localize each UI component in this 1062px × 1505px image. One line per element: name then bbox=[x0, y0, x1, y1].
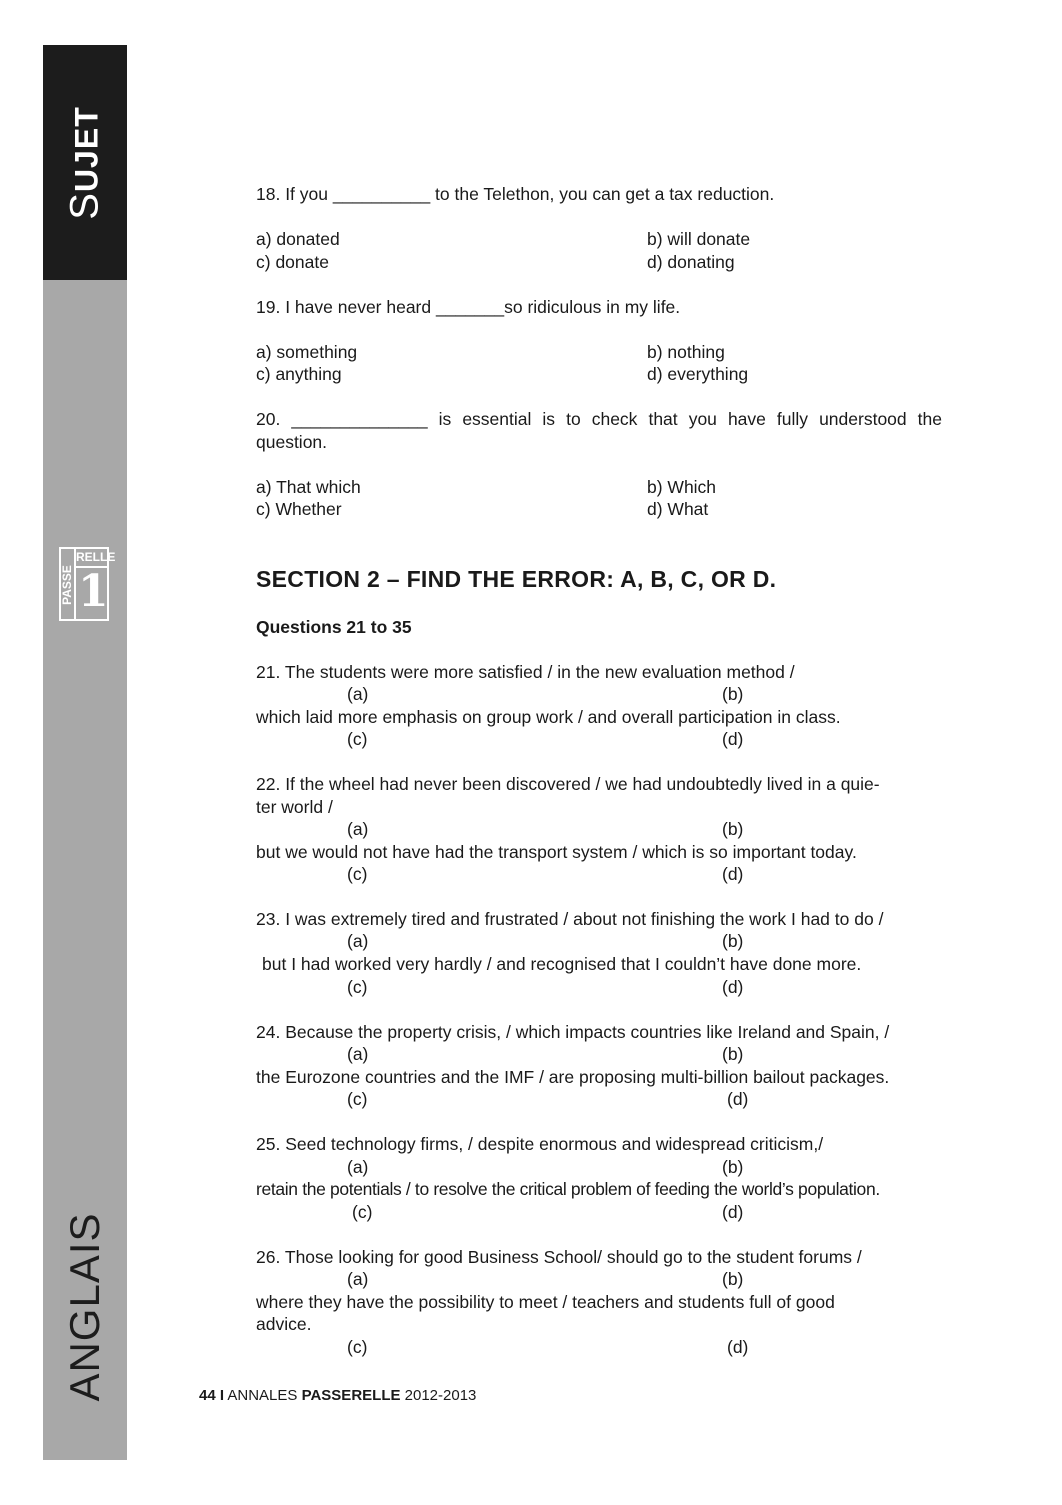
q19-option-a: a) something bbox=[256, 342, 358, 362]
q22-line1b: ter world / bbox=[256, 797, 333, 817]
page-number: 44 bbox=[199, 1387, 216, 1404]
q23-line2: but I had worked very hardly / and recognised that I couldn’t have done more. bbox=[262, 954, 862, 974]
q22-line1: 22. If the wheel had never been discovered / we had undoubtedly lived in a quie- bbox=[256, 774, 880, 794]
anglais-label: ANGLAIS bbox=[61, 1212, 108, 1402]
q26-marker-c: (c) bbox=[347, 1337, 368, 1357]
q22-marker-d: (d) bbox=[722, 864, 744, 884]
q24-marker-c: (c) bbox=[347, 1089, 368, 1109]
q19-option-d: d) everything bbox=[647, 364, 749, 384]
q25-marker-b: (b) bbox=[722, 1157, 744, 1177]
q25-marker-a: (a) bbox=[347, 1157, 369, 1177]
section-title: SECTION 2 – FIND THE ERROR: A, B, C, OR D. bbox=[256, 566, 777, 592]
q23-marker-c: (c) bbox=[347, 977, 368, 997]
q21-line1: 21. The students were more satisfied / in the new evaluation method / bbox=[256, 662, 795, 682]
sidebar bbox=[43, 45, 127, 1460]
q21-marker-c: (c) bbox=[347, 729, 368, 749]
q20-option-a: a) That which bbox=[256, 477, 361, 497]
q20-option-d: d) What bbox=[647, 499, 709, 519]
q25-marker-d: (d) bbox=[722, 1202, 744, 1222]
q22-line2: but we would not have had the transport system / which is so important today. bbox=[256, 842, 857, 862]
q24-marker-d: (d) bbox=[727, 1089, 749, 1109]
q18-option-c: c) donate bbox=[256, 252, 329, 272]
section-subtitle: Questions 21 to 35 bbox=[256, 617, 412, 637]
q18-option-a: a) donated bbox=[256, 229, 340, 249]
footer-brand: PASSERELLE bbox=[301, 1387, 401, 1404]
q26-marker-a: (a) bbox=[347, 1269, 369, 1289]
q24-marker-b: (b) bbox=[722, 1044, 744, 1064]
q25-line1: 25. Seed technology firms, / despite enormous and widespread criticism,/ bbox=[256, 1134, 824, 1154]
q21-line2: which laid more emphasis on group work / and overall participation in class. bbox=[256, 707, 841, 727]
footer-years: 2012-2013 bbox=[404, 1387, 477, 1404]
q22-marker-b: (b) bbox=[722, 819, 744, 839]
q25-line2: retain the potentials / to resolve the critical problem of feeding the world’s population. bbox=[256, 1179, 880, 1199]
q19-stem: 19. I have never heard _______so ridiculous in my life. bbox=[256, 297, 681, 317]
q24-line2: the Eurozone countries and the IMF / are proposing multi-billion bailout packages. bbox=[256, 1067, 890, 1087]
q22-marker-a: (a) bbox=[347, 819, 369, 839]
sujet-label: SUJET bbox=[62, 106, 107, 220]
q24-line1: 24. Because the property crisis, / which impacts countries like Ireland and Spain, / bbox=[256, 1022, 890, 1042]
q22-marker-c: (c) bbox=[347, 864, 368, 884]
sidebar-top-block bbox=[43, 45, 127, 280]
q20-stem: 20. ______________ is essential is to check that you have fully understood the question. bbox=[256, 409, 942, 452]
logo-number: 1 bbox=[78, 566, 109, 617]
q20-option-b: b) Which bbox=[647, 477, 717, 497]
q21-marker-b: (b) bbox=[722, 684, 744, 704]
q18-option-d: d) donating bbox=[647, 252, 735, 272]
q24-marker-a: (a) bbox=[347, 1044, 369, 1064]
q26-line2b: advice. bbox=[256, 1314, 312, 1334]
q21-marker-a: (a) bbox=[347, 684, 369, 704]
q23-marker-b: (b) bbox=[722, 931, 744, 951]
q18-stem: 18. If you __________ to the Telethon, you can get a tax reduction. bbox=[256, 184, 775, 204]
logo-side-text: PASSE bbox=[60, 565, 74, 605]
q23-marker-a: (a) bbox=[347, 931, 369, 951]
q18-option-b: b) will donate bbox=[647, 229, 751, 249]
footer-annales: ANNALES bbox=[227, 1387, 298, 1404]
passerelle-logo bbox=[59, 547, 116, 621]
page-footer bbox=[199, 1387, 476, 1404]
q26-line1: 26. Those looking for good Business School/ should go to the student forums / bbox=[256, 1247, 862, 1267]
q26-line2: where they have the possibility to meet / teachers and students full of good bbox=[256, 1292, 835, 1312]
q25-marker-c: (c) bbox=[352, 1202, 373, 1222]
q23-line1: 23. I was extremely tired and frustrated / about not finishing the work I had to do / bbox=[256, 909, 884, 929]
footer-separator: I bbox=[219, 1387, 225, 1404]
q23-marker-d: (d) bbox=[722, 977, 744, 997]
logo-top-text: RELLE bbox=[76, 549, 108, 568]
q20-option-c: c) Whether bbox=[256, 499, 342, 519]
q19-option-b: b) nothing bbox=[647, 342, 725, 362]
q26-marker-d: (d) bbox=[727, 1337, 749, 1357]
q19-option-c: c) anything bbox=[256, 364, 342, 384]
q21-marker-d: (d) bbox=[722, 729, 744, 749]
q26-marker-b: (b) bbox=[722, 1269, 744, 1289]
